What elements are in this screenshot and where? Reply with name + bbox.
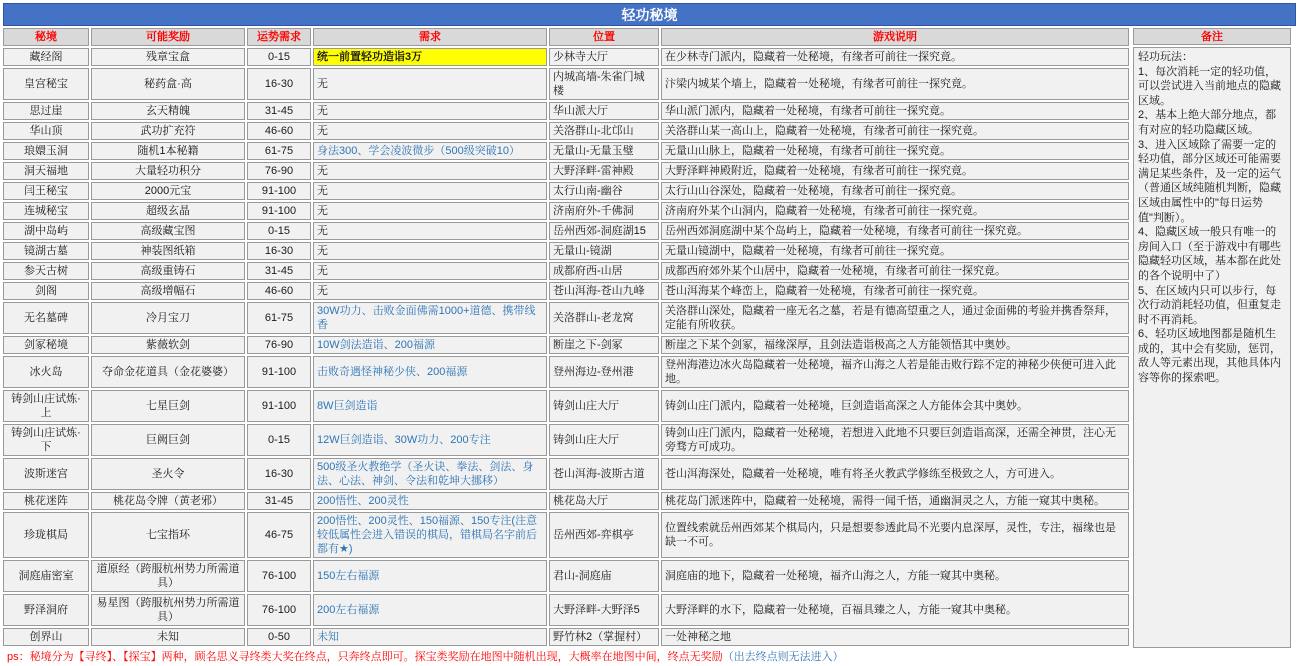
cell-luck: 76-90 <box>247 336 311 354</box>
cell-realm: 华山顶 <box>3 122 89 140</box>
note-line: 4、隐藏区域一般只有唯一的房间入口（至于游戏中有哪些隐藏轻功区域，基本都在此处的各个说明中了） <box>1138 226 1281 282</box>
cell-location: 大野泽畔-大野泽5 <box>549 594 659 626</box>
cell-reward: 武功扩充符 <box>91 122 245 140</box>
cell-location: 无量山-无量玉璧 <box>549 142 659 160</box>
column-header-luck: 运势需求 <box>247 28 311 46</box>
cell-location: 苍山洱海-波斯古道 <box>549 458 659 490</box>
table-row <box>3 162 1131 180</box>
cell-description: 关洛群山某一高山上，隐藏着一处秘境，有缘者可前往一探究竟。 <box>661 122 1129 140</box>
cell-luck: 31-45 <box>247 262 311 280</box>
cell-luck: 0-15 <box>247 222 311 240</box>
cell-luck: 0-50 <box>247 628 311 646</box>
cell-location: 太行山南-幽谷 <box>549 182 659 200</box>
cell-realm: 野泽洞府 <box>3 594 89 626</box>
cell-location: 少林寺大厅 <box>549 48 659 66</box>
cell-reward: 桃花岛令牌（黄老邪） <box>91 492 245 510</box>
cell-requirement: 身法300、学会凌波微步（500级突破10） <box>313 142 547 160</box>
cell-requirement: 150左右福源 <box>313 560 547 592</box>
cell-reward: 秘药盒·高 <box>91 68 245 100</box>
cell-realm: 剑冢秘境 <box>3 336 89 354</box>
table-title: 轻功秘境 <box>3 3 1296 26</box>
cell-description: 位置线索就岳州西郊某个棋局内，只是想要参透此局不光要内息深厚，灵性，专注，福缘也是缺一不可。 <box>661 512 1129 558</box>
table-row <box>3 68 1131 100</box>
cell-realm: 藏经阁 <box>3 48 89 66</box>
column-header-realm: 秘境 <box>3 28 89 46</box>
cell-realm: 铸剑山庄试炼·下 <box>3 424 89 456</box>
cell-requirement: 30W功力、击败金面佛需1000+道德、携带线香 <box>313 302 547 334</box>
table-body <box>3 28 1296 648</box>
table-row <box>3 458 1131 490</box>
cell-description: 苍山洱海某个峰峦上，隐藏着一处秘境，有缘者可前往一探究竟。 <box>661 282 1129 300</box>
cell-realm: 思过崖 <box>3 102 89 120</box>
table-row <box>3 336 1131 354</box>
cell-luck: 76-90 <box>247 162 311 180</box>
column-header-description: 游戏说明 <box>661 28 1129 46</box>
cell-location: 君山-洞庭庙 <box>549 560 659 592</box>
cell-realm: 冰火岛 <box>3 356 89 388</box>
table-row <box>3 356 1131 388</box>
cell-luck: 16-30 <box>247 242 311 260</box>
cell-location: 济南府外-千佛洞 <box>549 202 659 220</box>
cell-realm: 珍珑棋局 <box>3 512 89 558</box>
table-rows <box>3 48 1131 646</box>
cell-requirement: 未知 <box>313 628 547 646</box>
table-row <box>3 424 1131 456</box>
cell-description: 无量山镜湖中，隐藏着一处秘境，有缘者可前往一探究竟。 <box>661 242 1129 260</box>
note-line: 1、每次消耗一定的轻功值，可以尝试进入当前地点的隐藏区域。 <box>1138 65 1281 107</box>
note-line: 6、轻功区域地图都是随机生成的，其中会有奖励，惩罚，敌人等元素出现，其他具体内容等你的探索吧。 <box>1138 328 1281 385</box>
cell-location: 岳州西郊-弈棋亭 <box>549 512 659 558</box>
cell-description: 大野泽畔神殿附近，隐藏着一处秘境，有缘者可前往一探究竟。 <box>661 162 1129 180</box>
cell-requirement: 无 <box>313 122 547 140</box>
table-row <box>3 390 1131 422</box>
cell-luck: 16-30 <box>247 458 311 490</box>
table-row <box>3 142 1131 160</box>
cell-realm: 无名墓碑 <box>3 302 89 334</box>
cell-description: 一处神秘之地 <box>661 628 1129 646</box>
table-row <box>3 182 1131 200</box>
cell-location: 野竹林2（掌握村） <box>549 628 659 646</box>
cell-location: 苍山洱海-苍山九峰 <box>549 282 659 300</box>
cell-description: 无量山山脉上，隐藏着一处秘境，有缘者可前往一探究竟。 <box>661 142 1129 160</box>
cell-requirement: 无 <box>313 282 547 300</box>
cell-requirement: 无 <box>313 262 547 280</box>
cell-requirement: 无 <box>313 202 547 220</box>
cell-reward: 紫薇软剑 <box>91 336 245 354</box>
cell-location: 铸剑山庄大厅 <box>549 390 659 422</box>
cell-reward: 玄天精魄 <box>91 102 245 120</box>
cell-requirement: 200悟性、200灵性 <box>313 492 547 510</box>
table-row <box>3 48 1131 66</box>
table-row <box>3 242 1131 260</box>
cell-realm: 皇宫秘宝 <box>3 68 89 100</box>
cell-description: 岳州西郊洞庭湖中某个岛屿上，隐藏着一处秘境，有缘者可前往一探究竟。 <box>661 222 1129 240</box>
table-row <box>3 560 1131 592</box>
notes-cell <box>1133 47 1291 648</box>
cell-description: 登州海港边冰火岛隐藏着一处秘境，福齐山海之人若是能击败行踪不定的神秘少侠便可进入此地。 <box>661 356 1129 388</box>
cell-luck: 46-60 <box>247 282 311 300</box>
note-line: 轻功玩法： <box>1138 51 1193 63</box>
cell-description: 关洛群山深处，隐藏着一座无名之墓，若是有德高望重之人，通过金面佛的考验并携香祭拜，定能有所收获。 <box>661 302 1129 334</box>
cell-description: 成都西府郊外某个山居中，隐藏着一处秘境，有缘者可前往一探究竟。 <box>661 262 1129 280</box>
cell-luck: 31-45 <box>247 102 311 120</box>
column-header-location: 位置 <box>549 28 659 46</box>
table-row <box>3 122 1131 140</box>
cell-luck: 76-100 <box>247 560 311 592</box>
cell-requirement: 500级圣火教绝学（圣火诀、拳法、剑法、身法、心法、神剑、令法和乾坤大挪移） <box>313 458 547 490</box>
cell-location: 大野泽畔-雷神殿 <box>549 162 659 180</box>
cell-reward: 残章宝盒 <box>91 48 245 66</box>
header-row <box>3 28 1131 46</box>
cell-reward: 七宝指环 <box>91 512 245 558</box>
cell-reward: 未知 <box>91 628 245 646</box>
cell-description: 铸剑山庄门派内，隐藏着一处秘境，巨剑造诣高深之人方能体会其中奥妙。 <box>661 390 1129 422</box>
footer-blue-text: （出去终点则无法进入） <box>722 651 844 663</box>
cell-realm: 创界山 <box>3 628 89 646</box>
table-row <box>3 594 1131 626</box>
cell-reward: 高级增幅石 <box>91 282 245 300</box>
cell-requirement: 无 <box>313 162 547 180</box>
cell-realm: 参天古树 <box>3 262 89 280</box>
cell-location: 铸剑山庄大厅 <box>549 424 659 456</box>
cell-reward: 大量轻功积分 <box>91 162 245 180</box>
cell-requirement: 200左右福源 <box>313 594 547 626</box>
column-header-notes: 备注 <box>1133 28 1291 45</box>
table-row <box>3 102 1131 120</box>
cell-description: 华山派门派内，隐藏着一处秘境，有缘者可前往一探究竟。 <box>661 102 1129 120</box>
table-row <box>3 302 1131 334</box>
cell-reward: 高级藏宝图 <box>91 222 245 240</box>
cell-reward: 巨阙巨剑 <box>91 424 245 456</box>
cell-reward: 超级玄晶 <box>91 202 245 220</box>
cell-luck: 0-15 <box>247 424 311 456</box>
cell-requirement: 无 <box>313 242 547 260</box>
cell-realm: 湖中岛屿 <box>3 222 89 240</box>
note-line: 3、进入区域除了需要一定的轻功值，部分区域还可能需要满足某些条件，及一定的运气（普通区域纯随机判断，隐藏区域由属性中的"每日运势值"判断）。 <box>1138 138 1281 224</box>
cell-realm: 洞庭庙密室 <box>3 560 89 592</box>
cell-requirement: 无 <box>313 182 547 200</box>
footer-red-text: ps：秘境分为【寻终】、【探宝】两种，顾名思义寻终类大奖在终点，只奔终点即可。探宝类奖励在地图中随机出现，大概率在地图中间，终点无奖励 <box>7 651 723 663</box>
cell-requirement: 10W剑法造诣、200福源 <box>313 336 547 354</box>
cell-realm: 闫王秘宝 <box>3 182 89 200</box>
table-row <box>3 628 1131 646</box>
cell-realm: 连城秘宝 <box>3 202 89 220</box>
cell-reward: 2000元宝 <box>91 182 245 200</box>
cell-location: 关洛群山-北邙山 <box>549 122 659 140</box>
cell-description: 汴梁内城某个墙上，隐藏着一处秘境，有缘者可前往一探究竟。 <box>661 68 1129 100</box>
cell-description: 在少林寺门派内，隐藏着一处秘境，有缘者可前往一探究竟。 <box>661 48 1129 66</box>
cell-reward: 圣火令 <box>91 458 245 490</box>
cell-location: 桃花岛大厅 <box>549 492 659 510</box>
cell-luck: 46-60 <box>247 122 311 140</box>
table-row <box>3 492 1131 510</box>
cell-description: 太行山山谷深处，隐藏着一处秘境，有缘者可前往一探究竟。 <box>661 182 1129 200</box>
cell-luck: 0-15 <box>247 48 311 66</box>
cell-reward: 道原经（跨服杭州势力所需道具） <box>91 560 245 592</box>
note-line: 5、在区域内只可以步行，每次行动消耗轻功值，但重复走时不再消耗。 <box>1138 284 1281 326</box>
cell-requirement: 击败奇遇怪神秘少侠、200福源 <box>313 356 547 388</box>
cell-location: 成都府西-山居 <box>549 262 659 280</box>
cell-reward: 易星图（跨服杭州势力所需道具） <box>91 594 245 626</box>
cell-luck: 91-100 <box>247 202 311 220</box>
cell-description: 大野泽畔的水下，隐藏着一处秘境，百福具臻之人，方能一窥其中奥秘。 <box>661 594 1129 626</box>
cell-luck: 46-75 <box>247 512 311 558</box>
table-row <box>3 202 1131 220</box>
cell-description: 铸剑山庄门派内，隐藏着一处秘境，若想进入此地不只要巨剑造诣高深，还需全神贯，注心无旁骛方可成功。 <box>661 424 1129 456</box>
table-left-columns <box>3 28 1131 648</box>
cell-requirement: 统一前置轻功造诣3万 <box>313 48 547 66</box>
cell-realm: 波斯迷宫 <box>3 458 89 490</box>
cell-luck: 16-30 <box>247 68 311 100</box>
cell-reward: 冷月宝刀 <box>91 302 245 334</box>
column-header-reward: 可能奖励 <box>91 28 245 46</box>
cell-requirement: 无 <box>313 68 547 100</box>
table-row <box>3 512 1131 558</box>
cell-requirement: 无 <box>313 102 547 120</box>
cell-realm: 桃花迷阵 <box>3 492 89 510</box>
table-row <box>3 282 1131 300</box>
cell-realm: 铸剑山庄试炼·上 <box>3 390 89 422</box>
cell-description: 苍山洱海深处，隐藏着一处秘境，唯有将圣火教武学修练至极致之人，方可进入。 <box>661 458 1129 490</box>
cell-location: 华山派大厅 <box>549 102 659 120</box>
footer-note <box>3 649 1296 666</box>
cell-location: 无量山-镜湖 <box>549 242 659 260</box>
cell-description: 断崖之下某个剑冢，福缘深厚，且剑法造诣极高之人方能领悟其中奥妙。 <box>661 336 1129 354</box>
cell-requirement: 8W巨剑造诣 <box>313 390 547 422</box>
cell-description: 洞庭庙的地下，隐藏着一处秘境，福齐山海之人，方能一窥其中奥秘。 <box>661 560 1129 592</box>
cell-location: 断崖之下-剑冢 <box>549 336 659 354</box>
cell-luck: 61-75 <box>247 142 311 160</box>
cell-reward: 神装图纸箱 <box>91 242 245 260</box>
cell-description: 桃花岛门派迷阵中，隐藏着一处秘境，需得一闻千悟，通幽洞灵之人，方能一窥其中奥秘。 <box>661 492 1129 510</box>
cell-luck: 91-100 <box>247 182 311 200</box>
cell-location: 登州海边-登州港 <box>549 356 659 388</box>
cell-requirement: 无 <box>313 222 547 240</box>
cell-realm: 镜湖古墓 <box>3 242 89 260</box>
cell-realm: 琅嬛玉洞 <box>3 142 89 160</box>
cell-luck: 31-45 <box>247 492 311 510</box>
cell-reward: 夺命金花道具（金花婆婆） <box>91 356 245 388</box>
table-row <box>3 262 1131 280</box>
cell-location: 关洛群山-老龙窝 <box>549 302 659 334</box>
cell-realm: 洞天福地 <box>3 162 89 180</box>
cell-reward: 高级重铸石 <box>91 262 245 280</box>
cell-luck: 91-100 <box>247 390 311 422</box>
cell-description: 济南府外某个山洞内，隐藏着一处秘境，有缘者可前往一探究竟。 <box>661 202 1129 220</box>
cell-luck: 76-100 <box>247 594 311 626</box>
cell-luck: 91-100 <box>247 356 311 388</box>
cell-reward: 随机1本秘籍 <box>91 142 245 160</box>
cell-realm: 剑阁 <box>3 282 89 300</box>
table-row <box>3 222 1131 240</box>
cell-reward: 七星巨剑 <box>91 390 245 422</box>
cell-location: 内城高墙-朱雀门城楼 <box>549 68 659 100</box>
cell-requirement: 12W巨剑造诣、30W功力、200专注 <box>313 424 547 456</box>
cell-location: 岳州西郊-洞庭湖15 <box>549 222 659 240</box>
cell-requirement: 200悟性、200灵性、150福源、150专注(注意较低属性会进入错误的棋局，错棋局名字前后都有★) <box>313 512 547 558</box>
notes-column <box>1133 28 1291 648</box>
note-line: 2、基本上绝大部分地点，都有对应的轻功隐藏区域。 <box>1138 109 1277 136</box>
column-header-requirement: 需求 <box>313 28 547 46</box>
cell-luck: 61-75 <box>247 302 311 334</box>
